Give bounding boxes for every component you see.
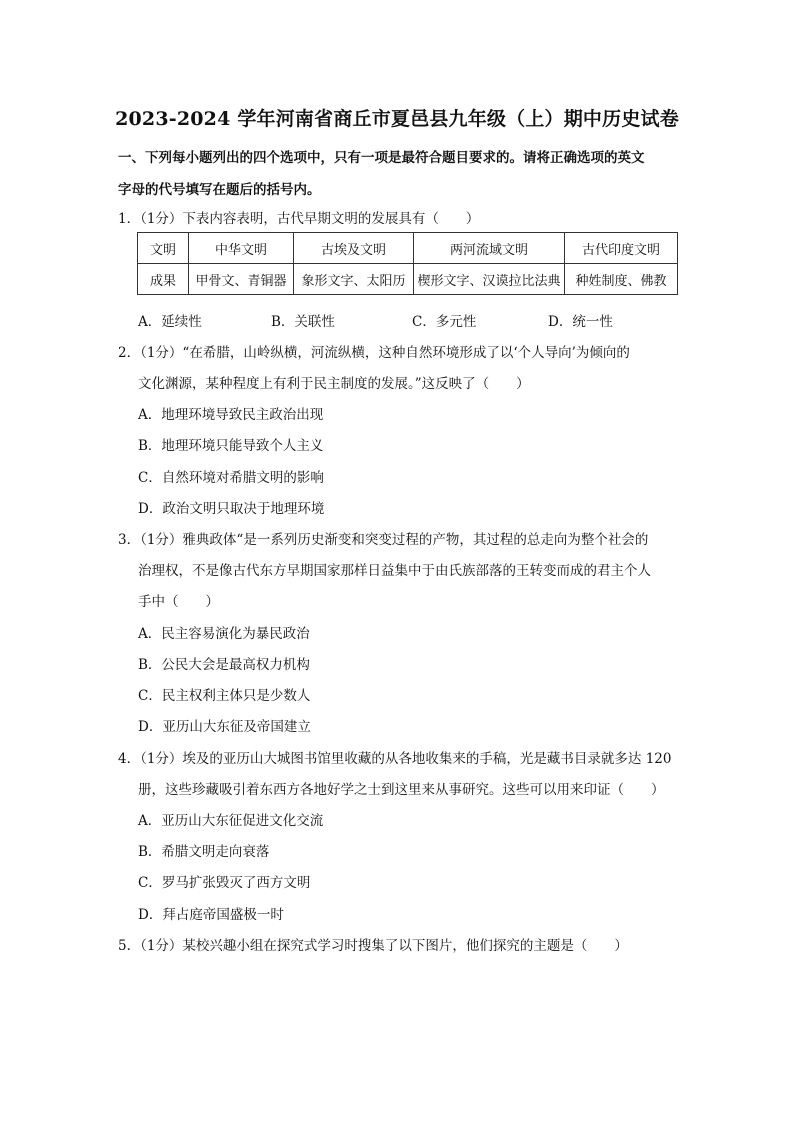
q5-stem: 5．（1分）某校兴趣小组在探究式学习时搜集了以下图片，他们探究的主题是（ ） bbox=[118, 938, 628, 954]
q2-option-c[interactable]: C．自然环境对希腊文明的影响 bbox=[138, 470, 324, 486]
q3-option-b[interactable]: B．公民大会是最高权力机构 bbox=[138, 657, 310, 673]
q4-option-a[interactable]: A．亚历山大东征促进文化交流 bbox=[138, 813, 324, 829]
q1-option-b[interactable]: B．关联性 bbox=[271, 314, 335, 330]
q2-stem-line2: 文化渊源，某种程度上有利于民主制度的发展。”这反映了（ ） bbox=[138, 376, 530, 392]
q1-table bbox=[137, 232, 678, 295]
q2-stem-line1: 2．（1分）“在希腊，山岭纵横，河流纵横，这种自然环境形成了以‘个人导向’为倾向的 bbox=[118, 345, 630, 361]
q1-option-a[interactable]: A．延续性 bbox=[138, 314, 202, 330]
table-row bbox=[138, 233, 678, 264]
table-cell: 甲骨文、青铜器 bbox=[189, 264, 294, 295]
section-instruction-line1: 一、下列每小题列出的四个选项中，只有一项是最符合题目要求的。请将正确选项的英文 bbox=[118, 150, 645, 166]
q4-option-b[interactable]: B．希腊文明走向衰落 bbox=[138, 844, 270, 860]
q4-option-d[interactable]: D．拜占庭帝国盛极一时 bbox=[138, 907, 284, 923]
q4-stem-line1: 4．（1分）埃及的亚历山大城图书馆里收藏的从各地收集来的手稿，光是藏书目录就多达 120 bbox=[118, 751, 672, 767]
table-cell: 种姓制度、佛教 bbox=[565, 264, 678, 295]
table-cell: 成果 bbox=[138, 264, 189, 295]
table-cell: 古埃及文明 bbox=[294, 233, 414, 264]
q3-option-a[interactable]: A．民主容易演化为暴民政治 bbox=[138, 626, 310, 642]
q3-option-d[interactable]: D．亚历山大东征及帝国建立 bbox=[138, 719, 311, 735]
q3-stem-line1: 3．（1分）雅典政体“是一系列历史渐变和突变过程的产物，其过程的总走向为整个社会的 bbox=[118, 532, 649, 548]
table-row bbox=[138, 264, 678, 295]
q2-option-d[interactable]: D．政治文明只取决于地理环境 bbox=[138, 501, 325, 517]
q1-option-c[interactable]: C．多元性 bbox=[412, 314, 477, 330]
table-cell: 文明 bbox=[138, 233, 189, 264]
q1-stem: 1．（1分）下表内容表明，古代早期文明的发展具有（ ） bbox=[118, 211, 480, 227]
page-title: 2023-2024 学年河南省商丘市夏邑县九年级（上）期中历史试卷 bbox=[115, 108, 679, 130]
q4-stem-line2: 册，这些珍藏吸引着东西方各地好学之士到这里来从事研究。这些可以用来印证（ ） bbox=[138, 782, 665, 798]
q2-option-a[interactable]: A．地理环境导致民主政治出现 bbox=[138, 407, 324, 423]
section-instruction-line2: 字母的代号填写在题后的括号内。 bbox=[118, 182, 321, 198]
table-cell: 象形文字、太阳历 bbox=[294, 264, 414, 295]
table-cell: 中华文明 bbox=[189, 233, 294, 264]
q3-stem-line3: 手中（ ） bbox=[138, 594, 219, 610]
q1-option-d[interactable]: D．统一性 bbox=[548, 314, 613, 330]
table-cell: 古代印度文明 bbox=[565, 233, 678, 264]
table-cell: 两河流域文明 bbox=[414, 233, 565, 264]
q3-stem-line2: 治理权，不是像古代东方早期国家那样日益集中于由氏族部落的王转变而成的君主个人 bbox=[138, 563, 651, 579]
q3-option-c[interactable]: C．民主权利主体只是少数人 bbox=[138, 688, 311, 704]
q4-option-c[interactable]: C．罗马扩张毁灭了西方文明 bbox=[138, 875, 311, 891]
table-cell: 楔形文字、汉谟拉比法典 bbox=[414, 264, 565, 295]
q2-option-b[interactable]: B．地理环境只能导致个人主义 bbox=[138, 438, 324, 454]
